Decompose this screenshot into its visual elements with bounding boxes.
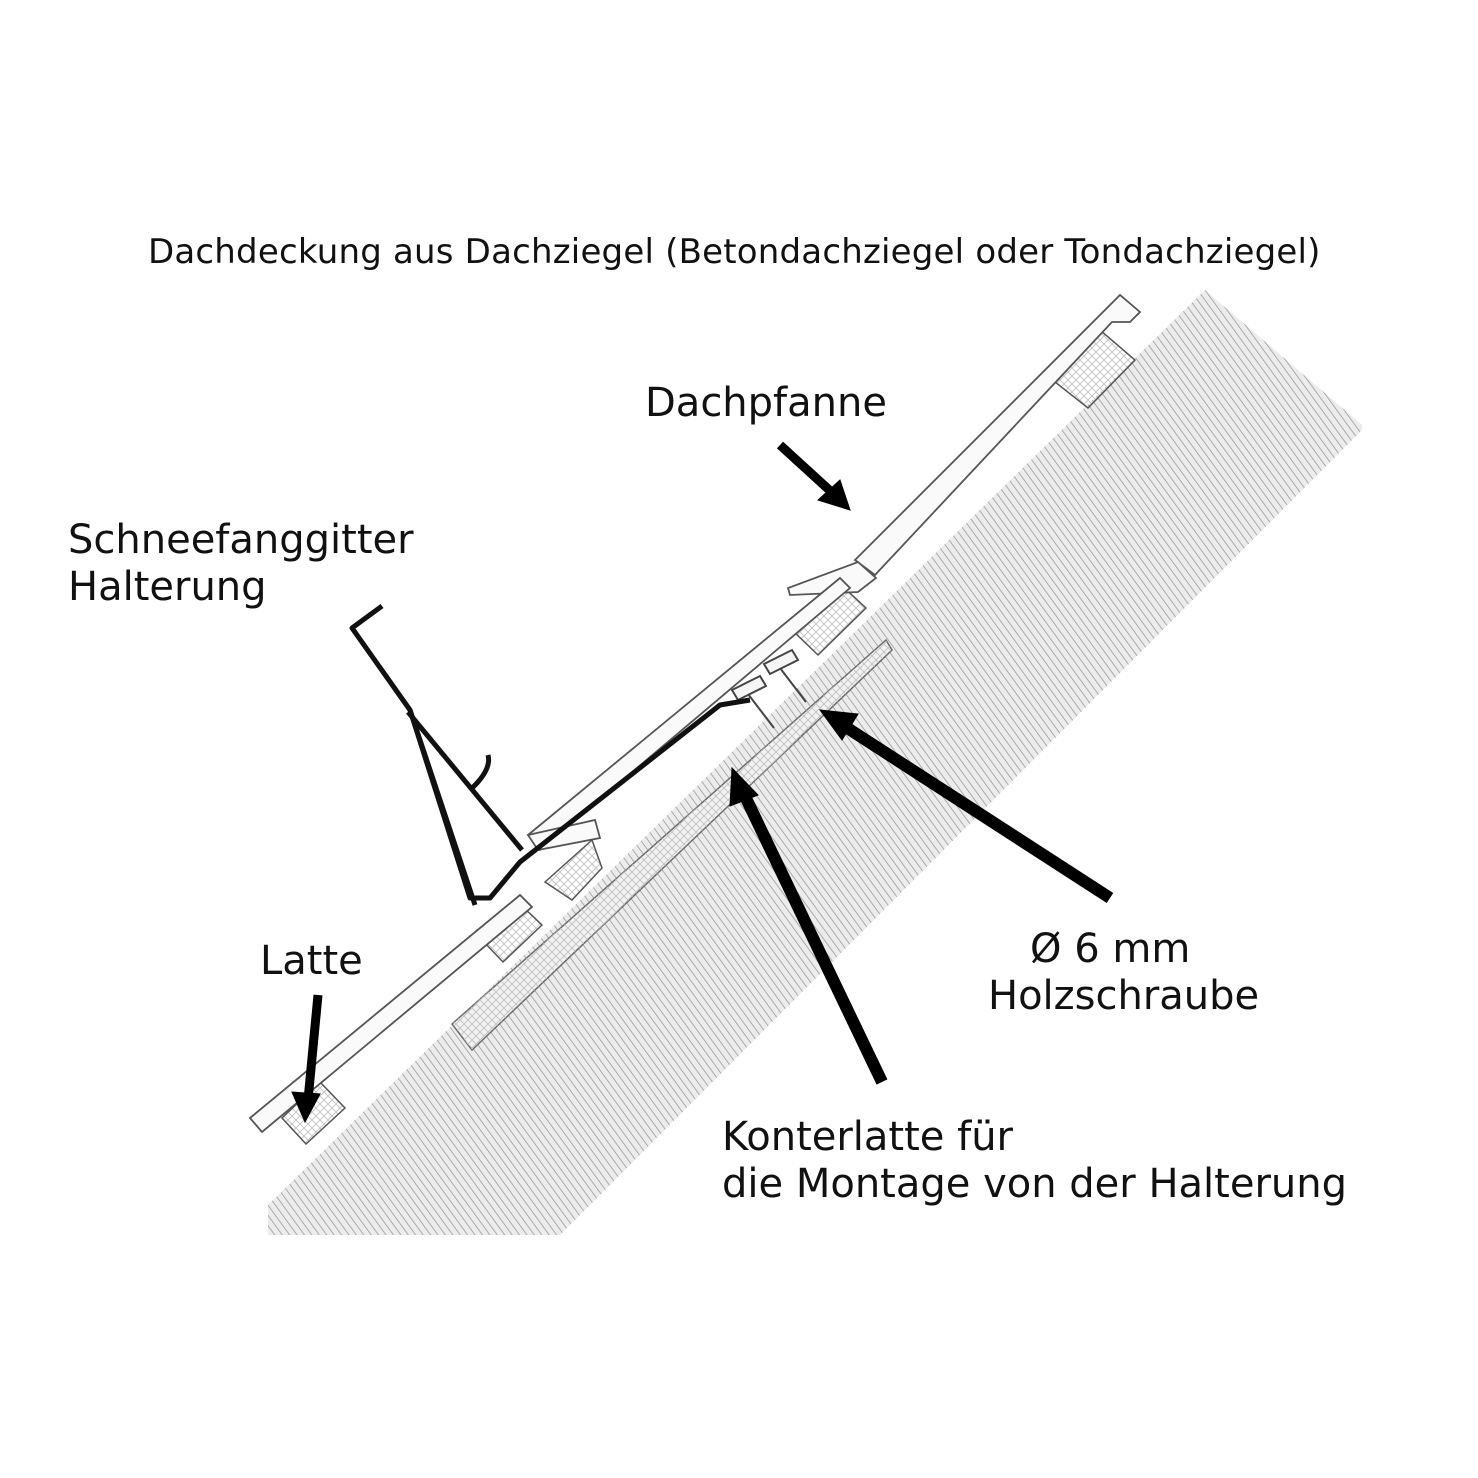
label-dachpfanne: Dachpfanne: [645, 380, 887, 426]
label-konterlatte: [722, 1114, 1347, 1208]
label-schneefang-line1: Schneefanggitter: [68, 517, 414, 563]
label-holzschraube: [988, 926, 1260, 1020]
label-schraube-line1: Ø 6 mm: [1030, 926, 1191, 972]
rafter: [268, 290, 1362, 1235]
label-schneefang-line2: Halterung: [68, 564, 267, 611]
label-schraube-line2: Holzschraube: [988, 973, 1260, 1020]
label-schneefanggitter: [68, 517, 414, 611]
label-latte: Latte: [260, 938, 363, 984]
label-konterlatte-line1: Konterlatte für: [722, 1114, 1013, 1160]
arrow-dachpfanne: [780, 445, 850, 510]
label-konterlatte-line2: die Montage von der Halterung: [722, 1161, 1347, 1208]
diagram-title: Dachdeckung aus Dachziegel (Betondachziegel oder Tondachziegel): [148, 232, 1321, 272]
